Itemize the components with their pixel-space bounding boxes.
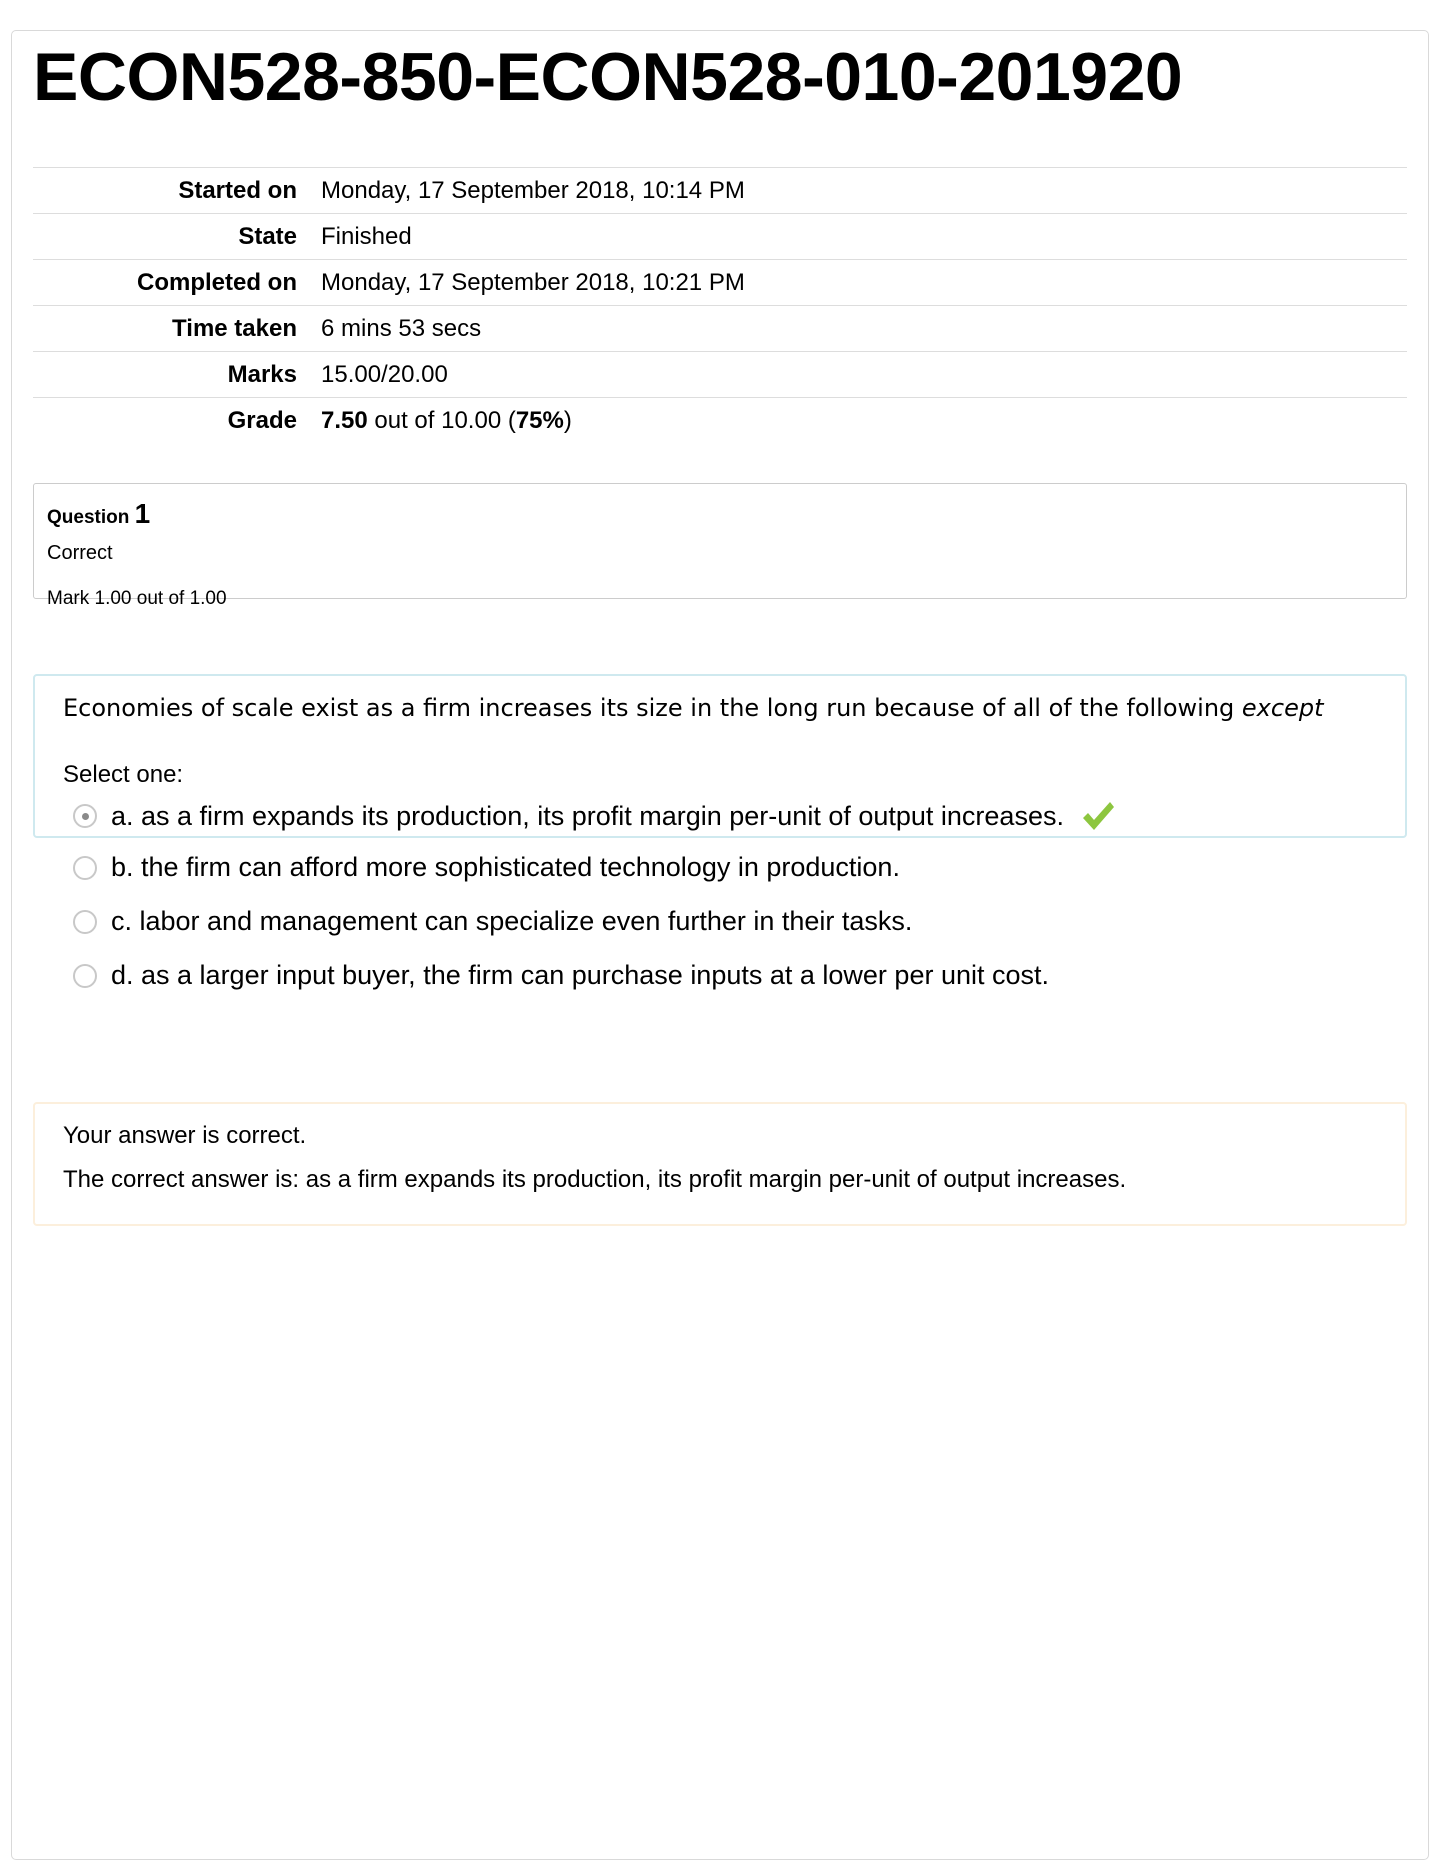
summary-row-marks xyxy=(33,352,1407,398)
question-number-value: 1 xyxy=(134,498,151,529)
feedback-box xyxy=(33,1102,1407,1226)
question-label: Question xyxy=(47,507,130,528)
summary-value: 15.00/20.00 xyxy=(321,360,448,388)
question-number xyxy=(47,498,150,530)
answer-label: c. labor and management can specialize even further in their tasks. xyxy=(111,906,913,936)
radio-button[interactable] xyxy=(73,910,97,934)
page-title: ECON528-850-ECON528-010-201920 xyxy=(33,39,1183,115)
question-text-emphasis: except xyxy=(1241,694,1324,722)
summary-row-time-taken xyxy=(33,306,1407,352)
question-state: Correct xyxy=(47,542,113,564)
summary-label: Started on xyxy=(178,176,297,204)
summary-row-started xyxy=(33,168,1407,214)
answer-option-d[interactable] xyxy=(73,960,1049,991)
grade-score: 7.50 xyxy=(321,406,368,434)
summary-row-completed xyxy=(33,260,1407,306)
question-text xyxy=(63,694,1323,722)
summary-label: Completed on xyxy=(137,268,297,296)
answer-label: d. as a larger input buyer, the firm can purchase inputs at a lower per unit cost. xyxy=(111,960,1049,990)
question-text-main: Economies of scale exist as a firm increases its size in the long run because of all of the following xyxy=(63,694,1242,722)
summary-label: Marks xyxy=(227,360,297,388)
summary-value: Monday, 17 September 2018, 10:21 PM xyxy=(321,268,745,296)
summary-row-state xyxy=(33,214,1407,260)
grade-end: ) xyxy=(563,406,572,434)
grade-value xyxy=(321,398,1407,444)
answer-option-c[interactable] xyxy=(73,906,912,937)
page-container xyxy=(11,30,1429,1860)
select-prompt: Select one: xyxy=(63,761,184,788)
question-formulation xyxy=(33,674,1407,990)
radio-button[interactable] xyxy=(73,964,97,988)
grade-middle: out of 10.00 ( xyxy=(367,406,516,434)
checkmark-icon xyxy=(1080,798,1116,834)
summary-label: Time taken xyxy=(172,314,297,342)
radio-button-selected[interactable] xyxy=(73,804,97,828)
summary-row-grade xyxy=(33,398,1407,444)
answer-option-a[interactable] xyxy=(73,798,1116,834)
right-answer: The correct answer is: as a firm expands its production, its profit margin per-unit of output increases. xyxy=(63,1166,1127,1193)
answer-label: a. as a firm expands its production, its profit margin per-unit of output increases. xyxy=(111,800,1064,831)
summary-label: State xyxy=(238,222,297,250)
summary-value: Monday, 17 September 2018, 10:14 PM xyxy=(321,176,745,204)
radio-dot xyxy=(82,813,89,820)
answer-option-b[interactable] xyxy=(73,852,900,883)
summary-label: Grade xyxy=(227,406,297,434)
attempt-summary-table xyxy=(33,167,1407,444)
question-info-box xyxy=(33,483,1407,609)
grade-percent: 75% xyxy=(515,406,564,434)
summary-value: 6 mins 53 secs xyxy=(321,314,482,342)
answer-label: b. the firm can afford more sophisticated technology in production. xyxy=(111,852,900,882)
summary-value: Finished xyxy=(321,222,412,250)
question-mark: Mark 1.00 out of 1.00 xyxy=(47,588,227,609)
specific-feedback: Your answer is correct. xyxy=(63,1122,307,1149)
radio-button[interactable] xyxy=(73,856,97,880)
